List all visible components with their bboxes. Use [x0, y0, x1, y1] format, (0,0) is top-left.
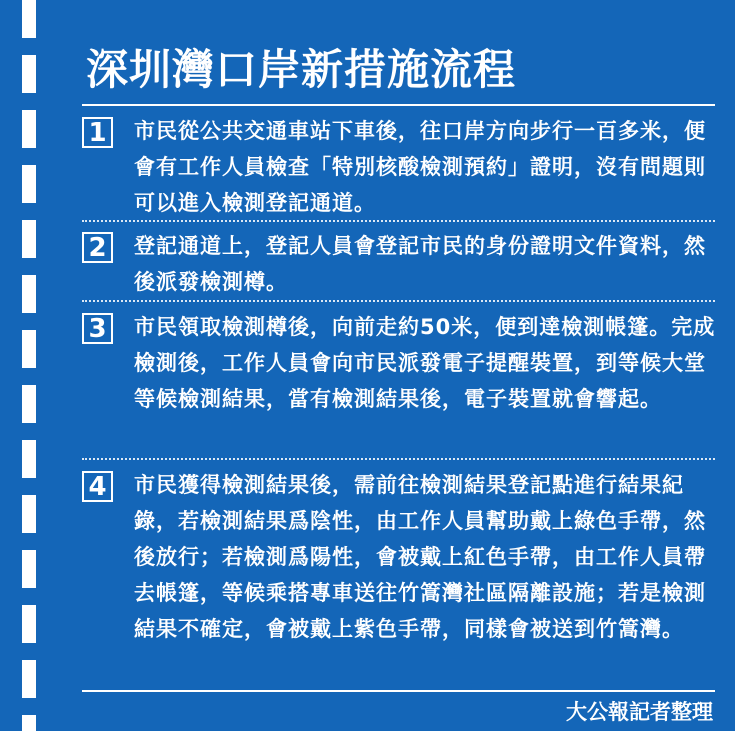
credit-line: 大公報記者整理 — [566, 700, 713, 724]
step-number-badge: 1 — [82, 117, 113, 148]
step-number-badge: 2 — [82, 232, 113, 263]
step-text: 市民領取檢測樽後，向前走約50米，便到達檢測帳篷。完成檢測後，工作人員會向市民派發電子提醒裝置，到等候大堂等候檢測結果，當有檢測結果後，電子裝置就會響起。 — [134, 315, 716, 411]
page-title: 深圳灣口岸新措施流程 — [86, 45, 517, 94]
step-text: 市民從公共交通車站下車後，往口岸方向步行一百多米，便會有工作人員檢查「特別核酸檢測預約」證明，沒有問題則可以進入檢測登記通道。 — [134, 119, 706, 215]
bottom-divider — [82, 690, 715, 692]
step-number-badge: 3 — [82, 313, 113, 344]
step-number-badge: 4 — [82, 471, 113, 502]
step-divider — [82, 458, 715, 460]
step-divider — [82, 220, 715, 222]
step-divider — [82, 300, 715, 302]
step-text: 登記通道上，登記人員會登記市民的身份證明文件資料，然後派發檢測樽。 — [134, 234, 706, 294]
dashed-left-border — [22, 0, 36, 731]
title-divider — [82, 104, 715, 106]
step-text: 市民獲得檢測結果後，需前往檢測結果登記點進行結果紀錄，若檢測結果爲陰性，由工作人員幫助戴上綠色手帶，然後放行；若檢測爲陽性，會被戴上紅色手帶，由工作人員帶去帳篷，等候乘搭專車送往竹篙灣社區隔離設施；若是檢測結果不確定，會被戴上紫色手帶，同樣會被送到竹篙灣。 — [134, 473, 706, 641]
